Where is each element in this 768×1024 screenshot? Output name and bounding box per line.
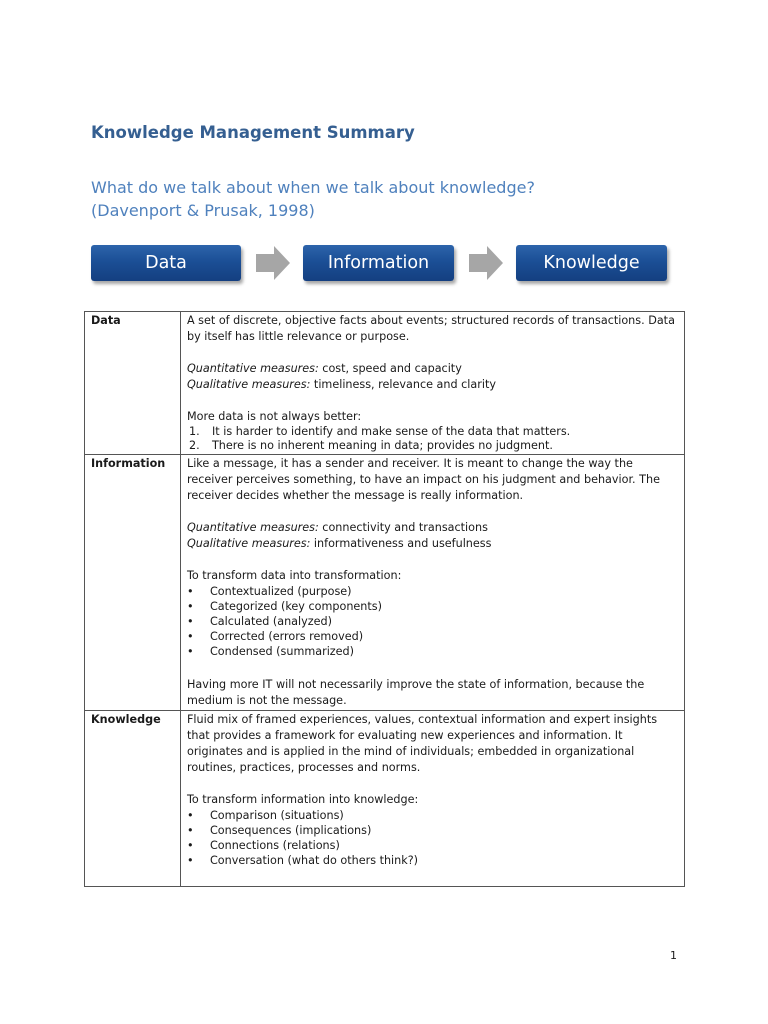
list-item: • Condensed (summarized) bbox=[187, 644, 678, 659]
bullet-list bbox=[187, 808, 678, 868]
measure-value: timeliness, relevance and clarity bbox=[310, 378, 496, 391]
row-label-knowledge: Knowledge bbox=[85, 711, 181, 887]
flow-step-information: Information bbox=[303, 245, 454, 281]
definition-text: A set of discrete, objective facts about events; structured records of transactions. Data by itself has little relevance or purpose. bbox=[186, 314, 675, 343]
list-item: • Consequences (implications) bbox=[187, 823, 678, 838]
row-content-information bbox=[180, 455, 684, 711]
qualitative-measures bbox=[187, 377, 678, 393]
list-item: • Comparison (situations) bbox=[187, 808, 678, 823]
flow-step-knowledge: Knowledge bbox=[516, 245, 667, 281]
closing-note: Having more IT will not necessarily improve the state of information, because the medium is not the message. bbox=[186, 678, 645, 707]
measure-label: Quantitative measures: bbox=[186, 362, 319, 375]
page-number: 1 bbox=[670, 949, 677, 962]
chevron-arrow-right-icon bbox=[256, 246, 290, 280]
summary-table bbox=[84, 311, 685, 887]
document-subtitle bbox=[91, 176, 535, 222]
list-intro: More data is not always better: bbox=[186, 410, 362, 423]
list-item: • Contextualized (purpose) bbox=[187, 584, 678, 599]
table-row bbox=[85, 312, 685, 455]
list-item: • Calculated (analyzed) bbox=[187, 614, 678, 629]
chevron-arrow-right-icon bbox=[469, 246, 503, 280]
numbered-list bbox=[187, 425, 678, 453]
row-label-data: Data bbox=[85, 312, 181, 455]
qualitative-measures bbox=[187, 536, 678, 552]
list-item: • Categorized (key components) bbox=[187, 599, 678, 614]
list-intro: To transform data into transformation: bbox=[186, 569, 402, 582]
list-item: 2. There is no inherent meaning in data; provides no judgment. bbox=[188, 439, 553, 452]
measure-value: connectivity and transactions bbox=[318, 521, 488, 534]
table-row bbox=[85, 455, 685, 711]
row-content-data bbox=[180, 312, 684, 455]
bullet-list bbox=[187, 584, 678, 659]
row-content-knowledge bbox=[180, 711, 684, 887]
subtitle-question: What do we talk about when we talk about knowledge? bbox=[91, 178, 535, 197]
definition-text: Fluid mix of framed experiences, values, contextual information and expert insights that provides a framework for evaluating new experiences and information. It originates and is applied in the mind of individuals; embedded in organizational routines, practices, processes and norms. bbox=[186, 713, 658, 774]
measure-label: Qualitative measures: bbox=[186, 537, 311, 550]
subtitle-citation: (Davenport & Prusak, 1998) bbox=[91, 201, 315, 220]
quantitative-measures bbox=[187, 361, 678, 377]
measure-value: informativeness and usefulness bbox=[310, 537, 492, 550]
list-item: 1. It is harder to identify and make sense of the data that matters. bbox=[188, 425, 571, 438]
measure-label: Quantitative measures: bbox=[186, 521, 319, 534]
list-item: • Conversation (what do others think?) bbox=[187, 853, 678, 868]
document-title: Knowledge Management Summary bbox=[91, 123, 415, 142]
list-item: • Corrected (errors removed) bbox=[187, 629, 678, 644]
definition-text: Like a message, it has a sender and receiver. It is meant to change the way the receiver perceives something, to have an impact on his judgment and behavior. The receiver decides whether the message is really information. bbox=[186, 457, 660, 502]
row-label-information: Information bbox=[85, 455, 181, 711]
measure-label: Qualitative measures: bbox=[186, 378, 311, 391]
quantitative-measures bbox=[187, 520, 678, 536]
table-row bbox=[85, 711, 685, 887]
flow-step-data: Data bbox=[91, 245, 241, 281]
list-item: • Connections (relations) bbox=[187, 838, 678, 853]
list-intro: To transform information into knowledge: bbox=[186, 793, 419, 806]
measure-value: cost, speed and capacity bbox=[318, 362, 462, 375]
